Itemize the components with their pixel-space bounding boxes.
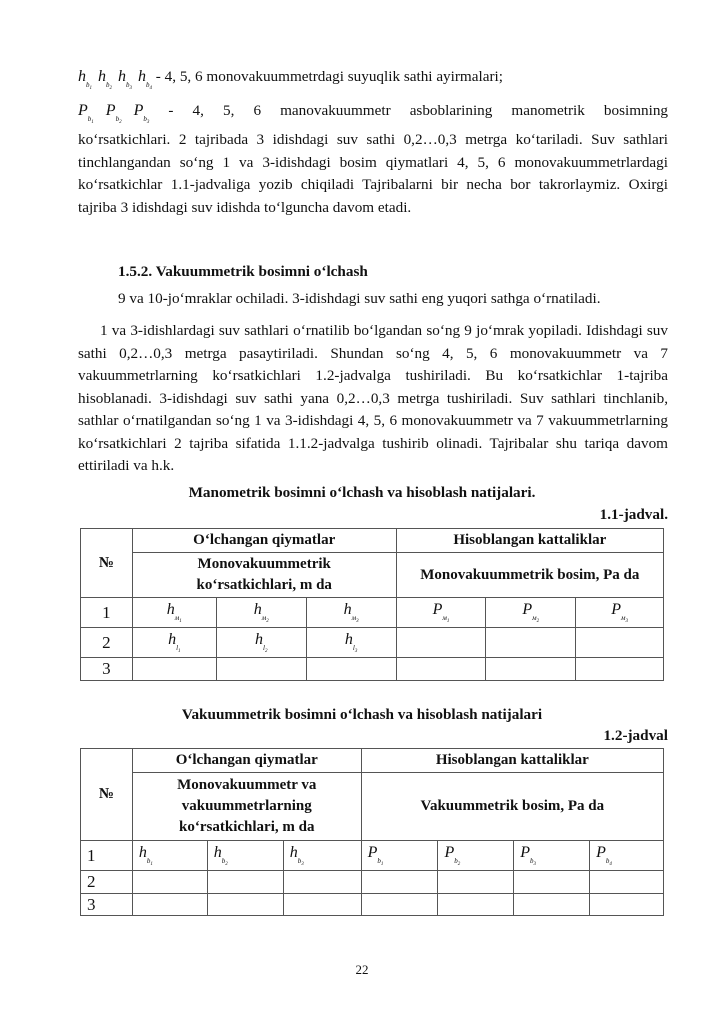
table2-label: 1.2-jadval xyxy=(603,727,668,744)
table2-sub-measured: Monovakuummetr va vakuummetrlarning ko‘rsatkichlari, m da xyxy=(132,773,361,841)
table-cell xyxy=(438,871,514,894)
table-cell: $h_{b_3}$ xyxy=(283,841,361,871)
table-cell xyxy=(132,658,216,681)
page-number: 22 xyxy=(355,962,369,977)
section-paragraph-1: 9 va 10-jo‘mraklar ochiladi. 3-idishdagi suv sathi eng yuqori sathga o‘rnatiladi. xyxy=(118,290,601,307)
intro-line-1-text: - 4, 5, 6 monovakuummetrdagi suyuqlik sathi ayirmalari; xyxy=(155,68,503,85)
section-heading: 1.5.2. Vakuummetrik bosimni o‘lchash xyxy=(118,263,368,280)
table-cell xyxy=(486,628,576,658)
table-cell xyxy=(283,894,361,916)
table-cell: $P_{м_3}$ xyxy=(576,598,664,628)
row-number: 3 xyxy=(81,894,133,916)
table-cell xyxy=(361,894,438,916)
row-number: 1 xyxy=(81,598,133,628)
table-cell xyxy=(590,871,664,894)
intro-line-1 xyxy=(78,67,668,98)
table-cell: $h_{l_3}$ xyxy=(306,628,396,658)
table1-header-calculated: Hisoblangan kattaliklar xyxy=(396,529,663,553)
table2 xyxy=(80,748,664,916)
table-row xyxy=(81,871,664,894)
table2-header-no: № xyxy=(81,749,133,841)
table-cell xyxy=(576,628,664,658)
p-b-variables: $P_{b_1}P_{b_2}P_{b_3}$ xyxy=(78,102,150,125)
row-number: 3 xyxy=(81,658,133,681)
table-cell xyxy=(306,658,396,681)
table-cell: $P_{b_2}$ xyxy=(438,841,514,871)
section-paragraph-2: 1 va 3-idishlardagi suv sathlari o‘rnatilib bo‘lgandan so‘ng 9 jo‘mrak yopiladi. Idishdagi suv sathi 0,2…0,3 metrga pasaytiriladi. Shundan so‘ng 4, 5, 6 monovakuummetr va 7 vakuummetrlarning ko‘rsatkichlari 1.2-jadvalga tushiriladi. Bu ko‘rsatkichlar 1-tajriba hisoblanadi. 3-idishdagi suv sathi yana 0,2…0,3 metrga tushiriladi. Suv sathlari tinchlanib, sathlar o‘rnatilgandan so‘ng 1 va 3-idishdagi 4, 5, 6 monovakuummetr va 7 vakuummetrlarning ko‘rsatkichlari 2 tajriba sifatida 1.1.2-jadvalga tushirib olinadi. Tajribalar shu tariqa davom ettiriladi va h.k. xyxy=(78,322,668,474)
table-cell: $P_{b_1}$ xyxy=(361,841,438,871)
table-cell: $h_{l_1}$ xyxy=(132,628,216,658)
table-row xyxy=(81,894,664,916)
table-cell xyxy=(216,658,306,681)
table-cell xyxy=(514,871,590,894)
table-cell xyxy=(207,894,283,916)
table-cell xyxy=(486,658,576,681)
table-cell: $P_{м_2}$ xyxy=(486,598,576,628)
table-cell xyxy=(132,871,207,894)
row-number: 1 xyxy=(81,841,133,871)
table2-caption: Vakuummetrik bosimni o‘lchash va hisoblash natijalari xyxy=(181,706,543,723)
row-number: 2 xyxy=(81,871,133,894)
intro-line-2-text: - 4, 5, 6 manovakuummetr asboblarining manometrik bosimning xyxy=(168,102,669,119)
table-cell: $h_{м_2}$ xyxy=(216,598,306,628)
table2-header-calculated: Hisoblangan kattaliklar xyxy=(361,749,663,773)
table1-sub-measured: Monovakuummetrik ko‘rsatkichlari, m da xyxy=(132,553,396,598)
intro-line-2 xyxy=(78,101,668,132)
intro-paragraph: ko‘rsatkichlari. 2 tajribada 3 idishdagi suv sathi 0,2…0,3 metrga ko‘tariladi. Suv sathlari tinchlangandan so‘ng 1 va 3-idishdagi bosim qiymatlari 4, 5, 6 monovakuummetrlardagi ko‘rsatkichlar 1.1-jadvaliga yozib chiqiladi Tajribalarni bir necha bor takrorlaymiz. Oxirgi tajriba 3 idishdagi suv idishda to‘lguncha davom etadi. xyxy=(78,131,668,216)
table-cell xyxy=(207,871,283,894)
table-cell xyxy=(438,894,514,916)
table-cell: $h_{b_1}$ xyxy=(132,841,207,871)
table-cell: $h_{l_2}$ xyxy=(216,628,306,658)
table-cell: $P_{b_4}$ xyxy=(590,841,664,871)
table1-caption: Manometrik bosimni o‘lchash va hisoblash natijalari. xyxy=(188,484,536,501)
table-cell xyxy=(576,658,664,681)
table-cell xyxy=(396,628,486,658)
table-cell xyxy=(590,894,664,916)
table2-sub-calculated: Vakuummetrik bosim, Pa da xyxy=(361,773,663,841)
table-cell xyxy=(132,894,207,916)
row-number: 2 xyxy=(81,628,133,658)
table-row xyxy=(81,628,664,658)
table-cell: $P_{b_3}$ xyxy=(514,841,590,871)
table1-sub-calculated: Monovakuummetrik bosim, Pa da xyxy=(396,553,663,598)
table1-label: 1.1-jadval. xyxy=(599,506,668,523)
table1-header-measured: O‘lchangan qiymatlar xyxy=(132,529,396,553)
table1-header-no: № xyxy=(81,529,133,598)
table-cell xyxy=(361,871,438,894)
table-cell xyxy=(396,658,486,681)
table-cell xyxy=(283,871,361,894)
table2-header-measured: O‘lchangan qiymatlar xyxy=(132,749,361,773)
table-cell: $h_{м_3}$ xyxy=(306,598,396,628)
table-row xyxy=(81,598,664,628)
h-b-variables: $h_{b_1}h_{b_2}h_{b_3}h_{b_4}$ xyxy=(78,68,152,91)
table-row xyxy=(81,841,664,871)
table-cell: $h_{b_2}$ xyxy=(207,841,283,871)
table-cell: $h_{м_1}$ xyxy=(132,598,216,628)
table-cell: $P_{м_1}$ xyxy=(396,598,486,628)
table1 xyxy=(80,528,664,681)
table-row xyxy=(81,658,664,681)
table-cell xyxy=(514,894,590,916)
